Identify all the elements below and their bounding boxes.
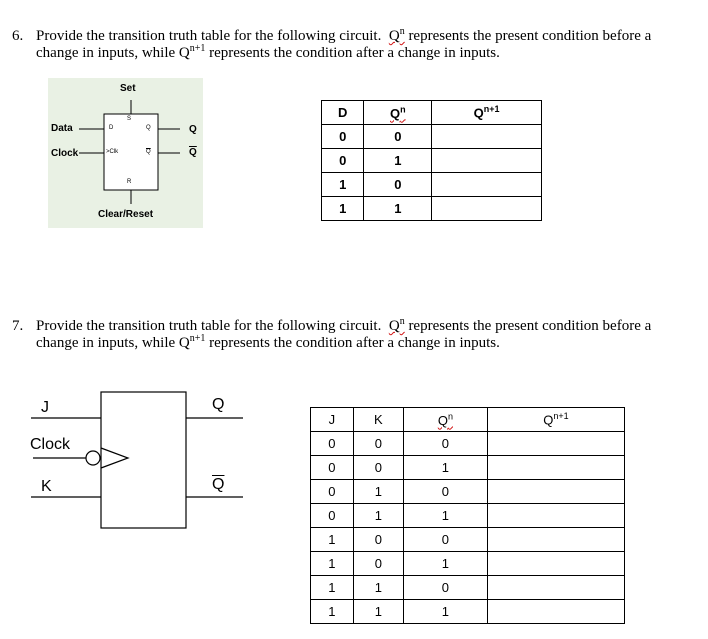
cell: 0 — [404, 528, 488, 552]
header-qn: $Q^n$ — [404, 408, 488, 432]
table-row — [311, 456, 625, 480]
cell: 0 — [404, 432, 488, 456]
cell: 1 — [311, 528, 354, 552]
cell: 0 — [353, 552, 403, 576]
cell: 1 — [353, 576, 403, 600]
cell: 1 — [364, 149, 432, 173]
header-qn1: $Q^{n+1}$ — [487, 408, 624, 432]
cell: 1 — [311, 600, 354, 624]
output-qbar-label: $\overline{Q}$ — [189, 147, 197, 158]
cell: 0 — [311, 456, 354, 480]
cell: 0 — [353, 528, 403, 552]
cell: 1 — [364, 197, 432, 221]
header-qn1: $Q^{n+1}$ — [432, 101, 542, 125]
q-n-symbol: $Q^n$ — [388, 26, 405, 44]
truth-table-jk — [310, 407, 625, 624]
table-header-row — [311, 408, 625, 432]
k-label: K — [41, 478, 52, 495]
cell: 0 — [322, 125, 364, 149]
question-number: 7. — [12, 318, 24, 334]
q-n-symbol: $Q^n$ — [388, 316, 405, 334]
cell: 0 — [353, 432, 403, 456]
cell: 0 — [311, 480, 354, 504]
answer-cell[interactable] — [487, 600, 624, 624]
answer-cell[interactable] — [487, 576, 624, 600]
pin-q-label: Q — [146, 125, 151, 131]
question-line-1: Provide the transition truth table for the following circuit. $Q^n$ represents the present condition before a — [36, 26, 652, 44]
clear-reset-label: Clear/Reset — [98, 209, 154, 220]
cell: 1 — [404, 504, 488, 528]
cell: 0 — [364, 125, 432, 149]
table-row — [311, 576, 625, 600]
cell: 1 — [404, 552, 488, 576]
cell: 0 — [404, 576, 488, 600]
table-row — [311, 432, 625, 456]
qbar-output-label: $\overline{Q}$ — [212, 476, 225, 493]
table-row — [311, 504, 625, 528]
cell: 1 — [311, 552, 354, 576]
answer-cell[interactable] — [487, 504, 624, 528]
cell: 0 — [404, 480, 488, 504]
cell: 1 — [311, 576, 354, 600]
header-j: J — [311, 408, 354, 432]
pin-qbar-label: $\overline{Q}$ — [146, 149, 151, 155]
pin-clk-label: >Clk — [106, 149, 119, 155]
header-qn: $Q^n$ — [364, 101, 432, 125]
pin-s-label: S — [127, 116, 132, 122]
output-q-label: Q — [189, 124, 197, 135]
table-row — [311, 552, 625, 576]
set-label: Set — [120, 83, 136, 94]
data-label: Data — [51, 123, 73, 134]
question-line-2: change in inputs, while $Q^{n+1}$ represents the condition after a change in inputs. — [36, 43, 500, 61]
answer-cell[interactable] — [487, 432, 624, 456]
cell: 1 — [322, 173, 364, 197]
question-number: 6. — [12, 28, 24, 44]
j-label: J — [41, 399, 49, 416]
clock-label: Clock — [30, 436, 71, 453]
cell: 0 — [322, 149, 364, 173]
cell: 0 — [364, 173, 432, 197]
cell: 1 — [322, 197, 364, 221]
question-line-1: Provide the transition truth table for the following circuit. $Q^n$ represents the present condition before a — [36, 316, 652, 334]
cell: 1 — [404, 600, 488, 624]
pin-r-label: R — [127, 179, 132, 185]
clock-label: Clock — [51, 148, 79, 159]
answer-cell[interactable] — [487, 528, 624, 552]
table-row — [311, 528, 625, 552]
cell: 1 — [404, 456, 488, 480]
table-row — [311, 480, 625, 504]
header-k: K — [353, 408, 403, 432]
pin-d-label: D — [109, 125, 114, 131]
cell: 0 — [311, 432, 354, 456]
answer-cell[interactable] — [487, 456, 624, 480]
q-output-label: Q — [212, 396, 225, 413]
cell: 1 — [353, 504, 403, 528]
cell: 1 — [353, 480, 403, 504]
question-line-2: change in inputs, while $Q^{n+1}$ represents the condition after a change in inputs. — [36, 333, 500, 351]
answer-cell[interactable] — [487, 552, 624, 576]
cell: 0 — [353, 456, 403, 480]
answer-cell[interactable] — [487, 480, 624, 504]
cell: 1 — [353, 600, 403, 624]
header-d: D — [322, 101, 364, 125]
cell: 0 — [311, 504, 354, 528]
table-row — [311, 600, 625, 624]
